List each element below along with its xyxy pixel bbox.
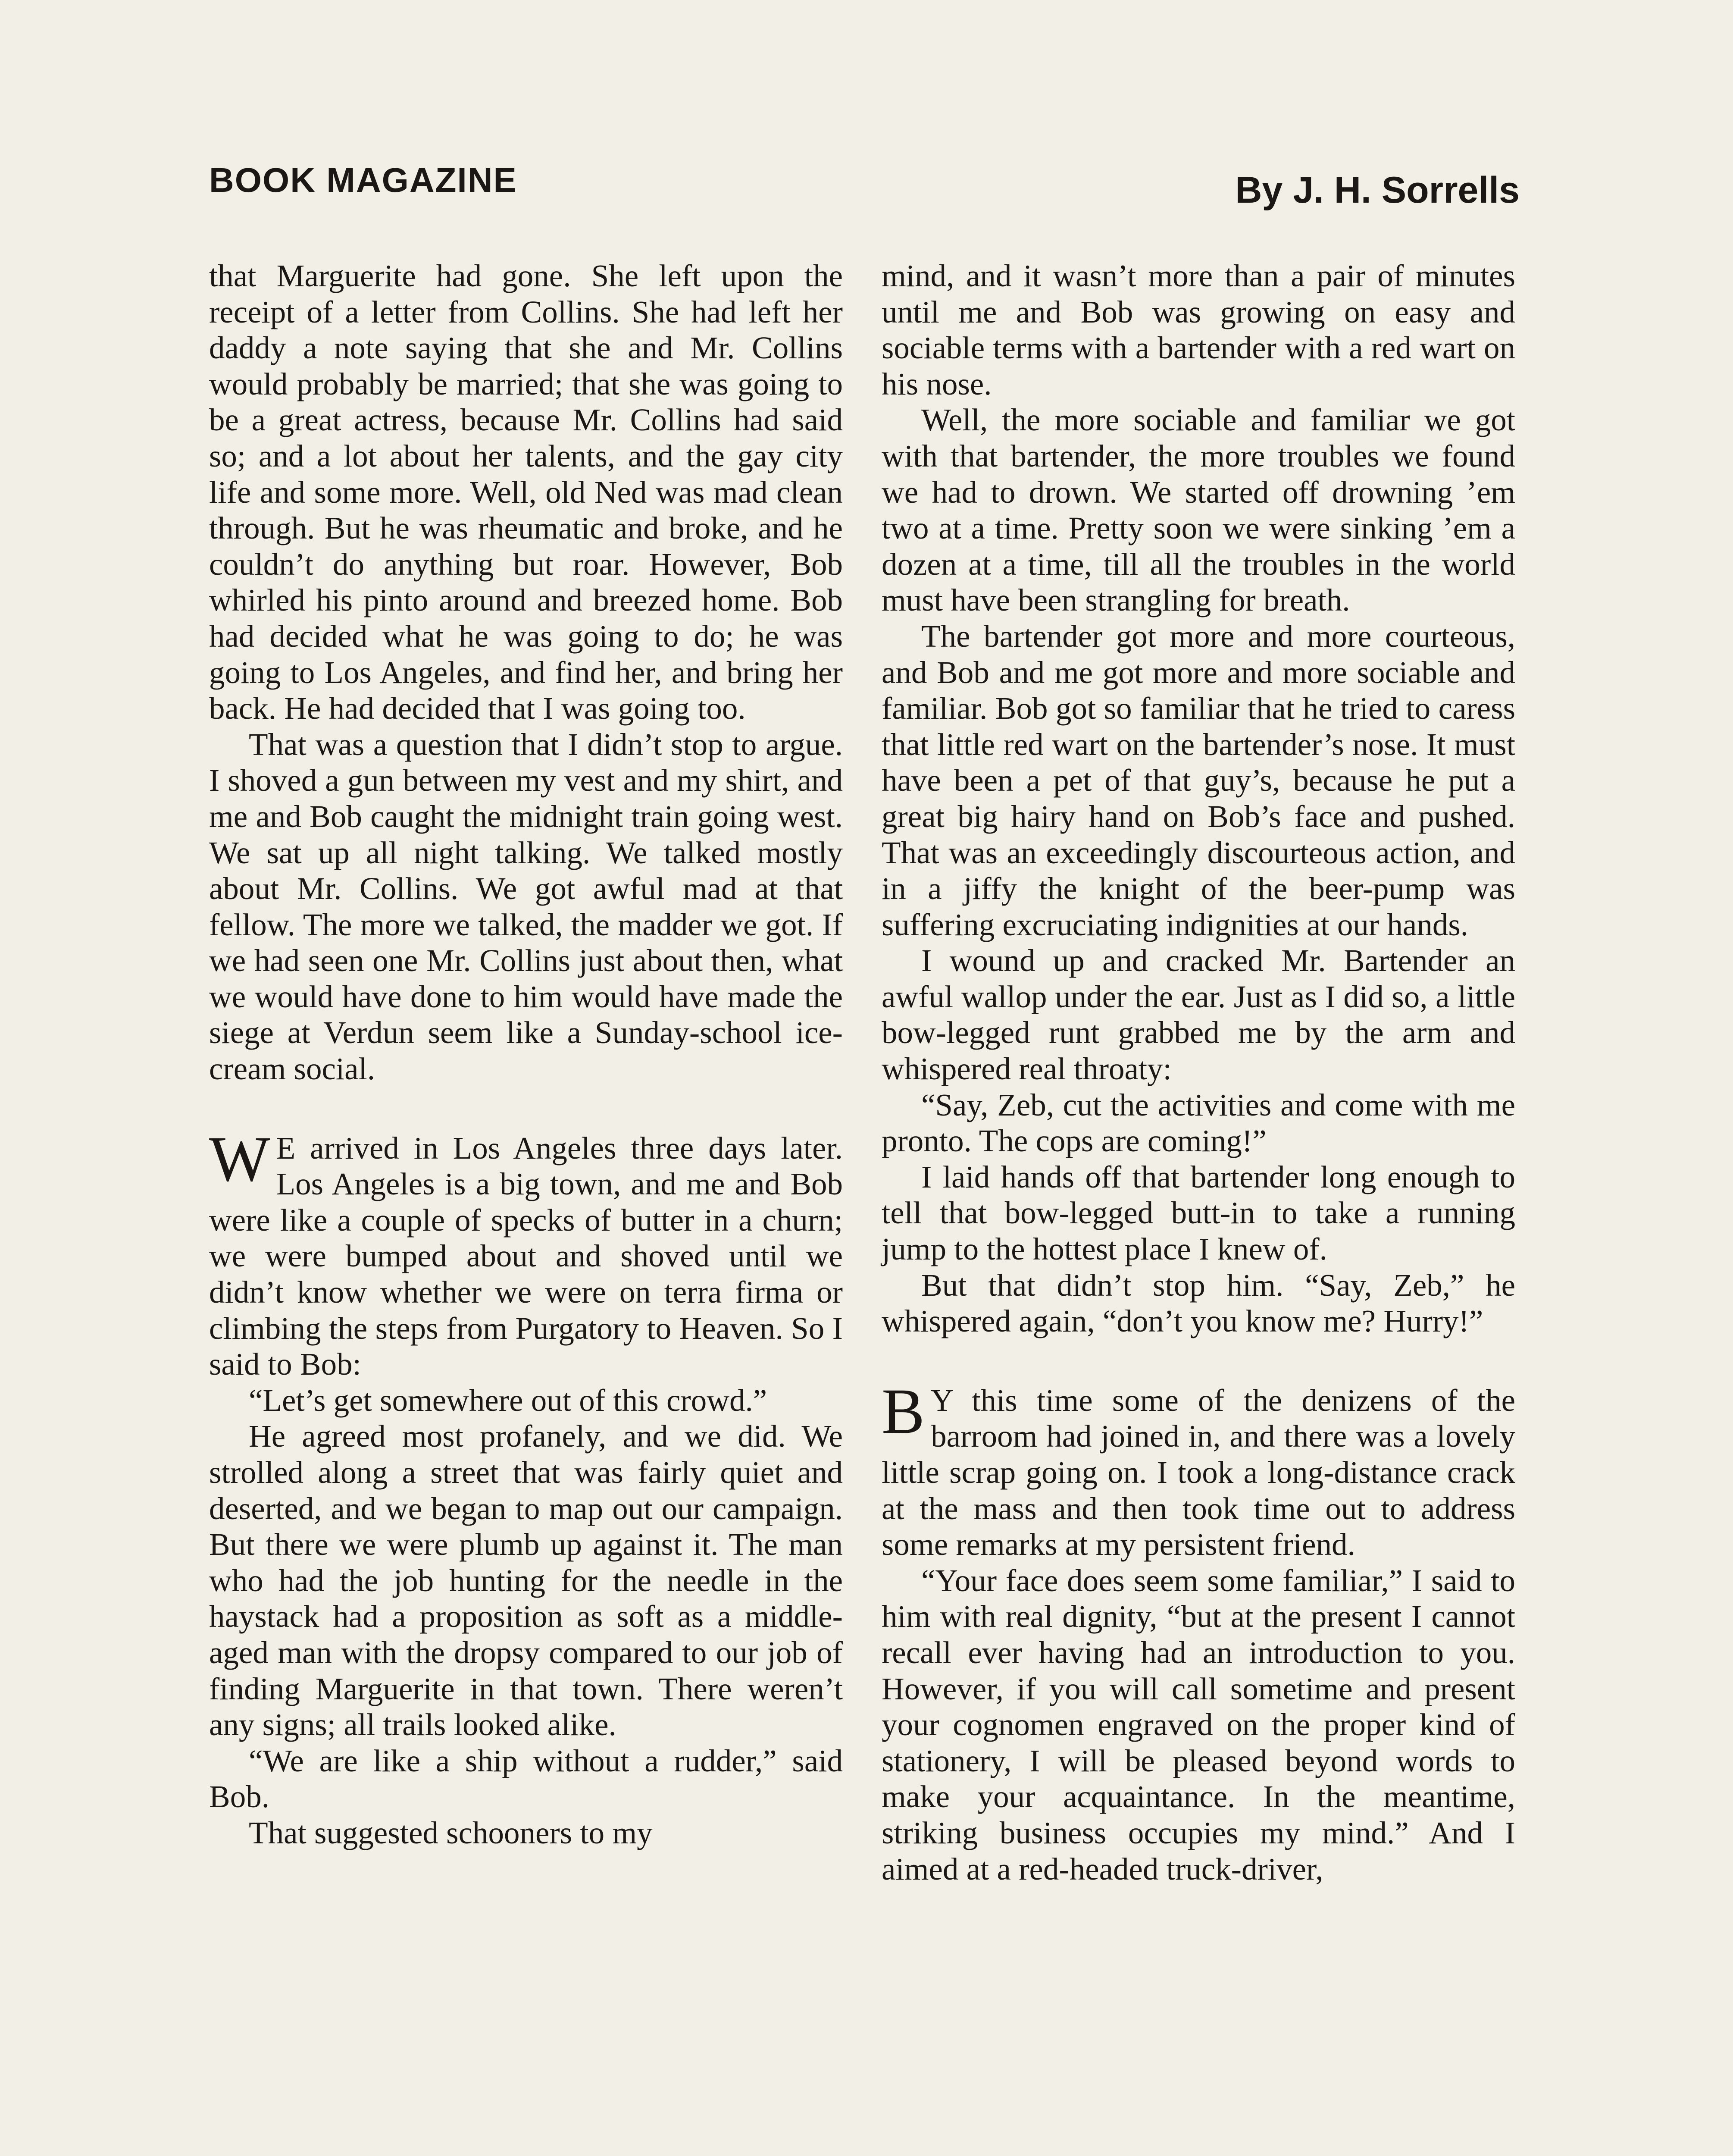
paragraph: that Marguerite had gone. She left upon the receipt of a letter from Collins. She had left her daddy a note saying that she and Mr. Collins would probably be married; that she was going to be a great actress, because Mr. Collins had said so; and a lot about her talents, and the gay city life and some more. Well, old Ned was mad clean through. But he was rheumatic and broke, and he couldn’t do anything but roar. However, Bob whirled his pinto around and breezed home. Bob had decided what he was going to do; he was going to Los Angeles, and find her, and bring her back. He had decided that I was going too.: [209, 258, 843, 726]
section-text: Y this time some of the denizens of the barroom had joined in, and there was a lovely little scrap going on. I took a long-distance crack at the mass and then took time out to address some remarks at my persistent friend.: [882, 1382, 1515, 1562]
paragraph: “Say, Zeb, cut the activities and come with me pronto. The cops are coming!”: [882, 1087, 1515, 1159]
paragraph: mind, and it wasn’t more than a pair of minutes until me and Bob was growing on easy and sociable terms with a bartender with a red wart on his nose.: [882, 258, 1515, 401]
paragraph: “We are like a ship without a rudder,” said Bob.: [209, 1743, 843, 1814]
right-column: [882, 258, 1515, 1887]
paragraph: That suggested schooners to my: [249, 1815, 653, 1850]
section-opening-paragraph: [882, 1375, 1515, 1563]
paragraph: “Your face does seem some familiar,” I said to him with real dignity, “but at the present I cannot recall ever having had an introduction to you. However, if you will call sometime and present your cognomen engraved on the proper kind of stationery, I will be pleased beyond words to make your acquaintance. In the meantime, striking business occupies my mind.” And I aimed at a red-headed truck-driver,: [882, 1563, 1515, 1887]
drop-cap: B: [882, 1375, 925, 1447]
paragraph: I laid hands off that bartender long enough to tell that bow-legged butt-in to take a running jump to the hottest place I knew of.: [882, 1159, 1515, 1267]
paragraph: “Let’s get somewhere out of this crowd.”: [249, 1382, 767, 1418]
paragraph: He agreed most profanely, and we did. We strolled along a street that was fairly quiet and deserted, and we began to map out our campaign. But there we were plumb up against it. The man who had the job hunting for the needle in the haystack had a proposition as soft as a middle-aged man with the dropsy compared to our job of finding Marguerite in that town. There weren’t any signs; all trails looked alike.: [209, 1419, 843, 1742]
author-byline: By J. H. Sorrells: [1235, 169, 1520, 211]
left-column: [209, 258, 843, 1851]
paragraph: That was a question that I didn’t stop to argue. I shoved a gun between my vest and my shirt, and me and Bob caught the midnight train going west. We sat up all night talking. We talked mostly about Mr. Collins. We got awful mad at that fellow. The more we talked, the madder we got. If we had seen one Mr. Collins just about then, what we would have done to him would have made the siege at Verdun seem like a Sunday-school ice-cream social.: [209, 727, 843, 1087]
drop-cap: W: [209, 1123, 270, 1195]
section-text: E arrived in Los Angeles three days later. Los Angeles is a big town, and me and Bob were like a couple of specks of butter in a churn; we were bumped about and shoved until we didn’t know whether we were on terra firma or climbing the steps from Purgatory to Heaven. So I said to Bob:: [209, 1130, 843, 1382]
paragraph: I wound up and cracked Mr. Bartender an awful wallop under the ear. Just as I did so, a little bow-legged runt grabbed me by the arm and whispered real throaty:: [882, 943, 1515, 1087]
paragraph: Well, the more sociable and familiar we got with that bartender, the more troubles we found we had to drown. We started off drowning ’em two at a time. Pretty soon we were sinking ’em a dozen at a time, till all the troubles in the world must have been strangling for breath.: [882, 402, 1515, 618]
paragraph: But that didn’t stop him. “Say, Zeb,” he whispered again, “don’t you know me? Hurry!”: [882, 1267, 1515, 1339]
magazine-title: BOOK MAGAZINE: [209, 161, 517, 199]
paragraph: The bartender got more and more courteous, and Bob and me got more and more sociable and familiar. Bob got so familiar that he tried to caress that little red wart on the bartender’s nose. It must have been a pet of that guy’s, because he put a great big hairy hand on Bob’s face and pushed. That was an exceedingly discourteous action, and in a jiffy the knight of the beer-pump was suffering excruciating indignities at our hands.: [882, 618, 1515, 942]
section-opening-paragraph: [209, 1123, 843, 1382]
